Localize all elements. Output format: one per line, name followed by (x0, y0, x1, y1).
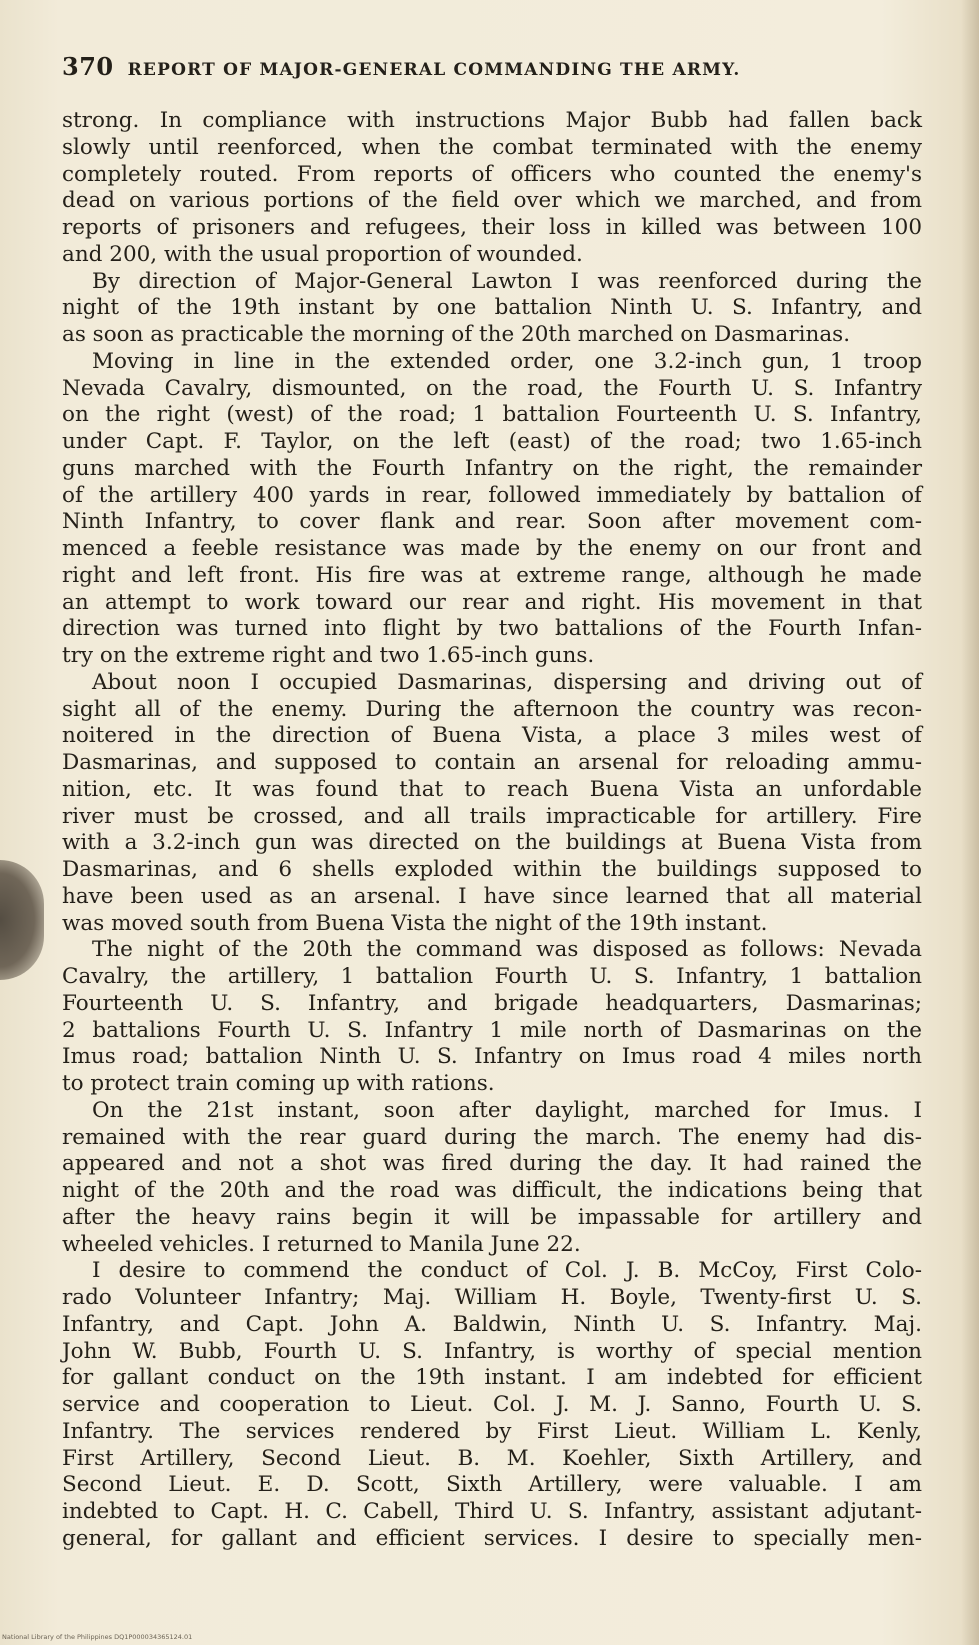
text-line: of the artillery 400 yards in rear, followed immediately by battalion of (62, 482, 922, 508)
text-line: have been used as an arsenal. I have since learned that all material (62, 883, 922, 909)
text-line: Nevada Cavalry, dismounted, on the road, the Fourth U. S. Infantry (62, 375, 922, 401)
page-edge-shadow (961, 0, 979, 1645)
text-line: John W. Bubb, Fourth U. S. Infantry, is worthy of special mention (62, 1338, 922, 1364)
text-line: Dasmarinas, and supposed to contain an arsenal for reloading ammu- (62, 750, 922, 775)
text-line: after the heavy rains begin it will be impassable for artillery and (62, 1204, 922, 1230)
text-line: nition, etc. It was found that to reach Buena Vista an unfordable (62, 776, 922, 802)
text-line: menced a feeble resistance was made by the enemy on our front and (62, 536, 922, 561)
text-line: wheeled vehicles. I returned to Manila June 22. (62, 1231, 581, 1257)
text-line: By direction of Major-General Lawton I was reenforced during the (92, 268, 922, 294)
text-line: Dasmarinas, and 6 shells exploded within the buildings supposed to (62, 857, 922, 882)
text-line: First Artillery, Second Lieut. B. M. Koehler, Sixth Artillery, and (62, 1445, 922, 1471)
text-line: dead on various portions of the field over which we marched, and from (62, 188, 922, 214)
text-line: sight all of the enemy. During the afternoon the country was recon- (62, 696, 922, 722)
text-line: Infantry. The services rendered by First Lieut. William L. Kenly, (62, 1418, 922, 1444)
text-line: for gallant conduct on the 19th instant. I am indebted for efficient (62, 1365, 922, 1391)
text-line: right and left front. His fire was at extreme range, although he made (62, 562, 922, 588)
text-line: try on the extreme right and two 1.65-inch guns. (62, 643, 595, 668)
text-line: as soon as practicable the morning of the 20th marched on Dasmarinas. (62, 322, 851, 347)
text-line: on the right (west) of the road; 1 battalion Fourteenth U. S. Infantry, (62, 402, 922, 428)
text-line: night of the 20th and the road was difficult, the indications being that (62, 1178, 922, 1203)
text-line: The night of the 20th the command was disposed as follows: Nevada (92, 937, 922, 963)
text-line: general, for gallant and efficient services. I desire to specially men- (62, 1525, 922, 1551)
text-line: Imus road; battalion Ninth U. S. Infantry on Imus road 4 miles north (62, 1044, 922, 1070)
text-line: strong. In compliance with instructions Major Bubb had fallen back (62, 108, 922, 133)
text-line: appeared and not a shot was fired during the day. It had rained the (62, 1151, 922, 1177)
text-line: and 200, with the usual proportion of wounded. (62, 241, 583, 267)
text-line: reports of prisoners and refugees, their loss in killed was between 100 (62, 215, 922, 240)
text-line: Second Lieut. E. D. Scott, Sixth Artillery, were valuable. I am (62, 1472, 922, 1498)
text-line: indebted to Capt. H. C. Cabell, Third U. S. Infantry, assistant adjutant- (62, 1499, 922, 1524)
text-line: Infantry, and Capt. John A. Baldwin, Ninth U. S. Infantry. Maj. (62, 1311, 922, 1337)
text-line: On the 21st instant, soon after daylight, marched for Imus. I (92, 1097, 922, 1123)
text-line: slowly until reenforced, when the combat terminated with the enemy (62, 134, 922, 160)
page-number: 370 (62, 52, 114, 81)
text-line: Ninth Infantry, to cover flank and rear. Soon after movement com- (62, 509, 922, 535)
text-line: rado Volunteer Infantry; Maj. William H. Boyle, Twenty-first U. S. (62, 1285, 922, 1310)
page-header (62, 52, 922, 92)
text-line: Moving in line in the extended order, one 3.2-inch gun, 1 troop (92, 348, 922, 374)
text-line: guns marched with the Fourth Infantry on the right, the remainder (62, 455, 922, 481)
text-line: noitered in the direction of Buena Vista, a place 3 miles west of (62, 723, 922, 749)
text-line: an attempt to work toward our rear and right. His movement in that (62, 589, 922, 615)
text-line: Fourteenth U. S. Infantry, and brigade headquarters, Dasmarinas; (62, 990, 922, 1016)
text-line: was moved south from Buena Vista the night of the 19th instant. (62, 910, 768, 936)
report-body-text (62, 108, 922, 1553)
text-line: I desire to commend the conduct of Col. J. B. McCoy, First Colo- (92, 1258, 922, 1284)
text-line: 2 battalions Fourth U. S. Infantry 1 mile north of Dasmarinas on the (62, 1017, 922, 1043)
text-line: river must be crossed, and all trails impracticable for artillery. Fire (62, 803, 922, 829)
running-head: REPORT OF MAJOR-GENERAL COMMANDING THE ARMY. (127, 60, 741, 80)
text-line: Cavalry, the artillery, 1 battalion Fourth U. S. Infantry, 1 battalion (62, 964, 922, 989)
text-line: About noon I occupied Dasmarinas, dispersing and driving out of (92, 669, 922, 695)
text-line: with a 3.2-inch gun was directed on the buildings at Buena Vista from (62, 830, 922, 856)
text-line: completely routed. From reports of officers who counted the enemy's (62, 161, 922, 187)
text-line: direction was turned into flight by two battalions of the Fourth Infan- (62, 616, 922, 642)
text-line: remained with the rear guard during the march. The enemy had dis- (62, 1124, 922, 1150)
scan-credit-footer: National Library of the Philippines DQ1P000034365124.01 (2, 1633, 193, 1641)
text-line: under Capt. F. Taylor, on the left (east) of the road; two 1.65-inch (62, 429, 922, 454)
text-line: service and cooperation to Lieut. Col. J. M. J. Sanno, Fourth U. S. (62, 1392, 922, 1417)
text-line: night of the 19th instant by one battalion Ninth U. S. Infantry, and (62, 295, 922, 321)
text-line: to protect train coming up with rations. (62, 1071, 495, 1096)
